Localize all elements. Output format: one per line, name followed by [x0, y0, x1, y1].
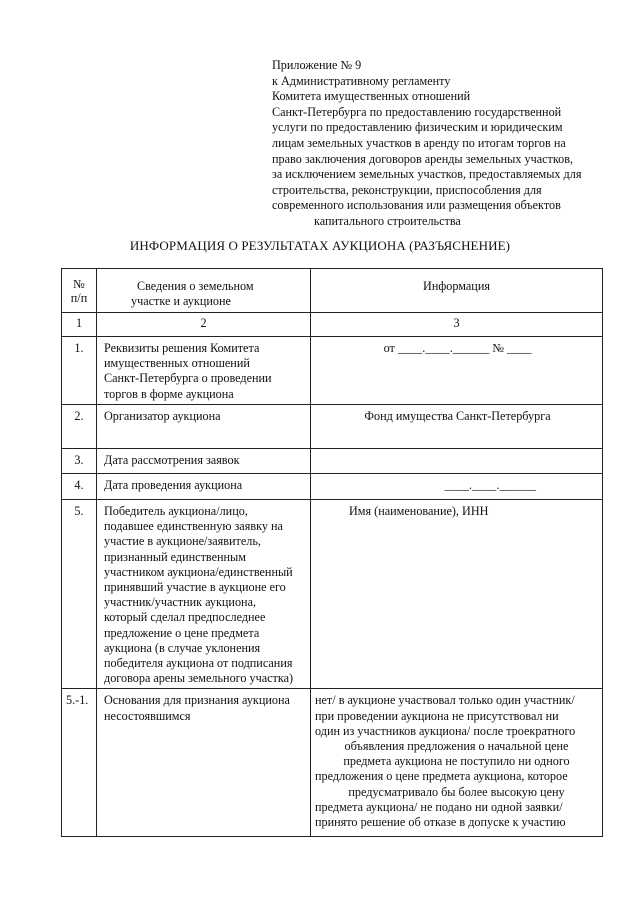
row-description [97, 405, 311, 449]
description-line: участник/участник аукциона, [104, 595, 257, 610]
row-number: 5. [62, 500, 97, 689]
table-row [62, 474, 603, 500]
header-num-line: № [73, 277, 85, 291]
auction-results-table [61, 268, 603, 837]
row-number: 4. [62, 474, 97, 500]
reason-line: нет/ в аукционе участвовал только один участник/ [315, 693, 575, 708]
appendix-line: современного использования или размещения объектов [272, 198, 561, 213]
appendix-line: Санкт-Петербурга по предоставлению государственной [272, 104, 562, 119]
table-row [62, 405, 603, 449]
row-information [311, 405, 603, 449]
table-row [62, 500, 603, 689]
description-line: торгов в форме аукциона [104, 386, 234, 401]
appendix-line: строительства, реконструкции, приспособления для [272, 182, 542, 197]
row-number: 1. [62, 337, 97, 405]
appendix-line: за исключением земельных участков, предоставляемых для [272, 167, 582, 182]
table-row [62, 337, 603, 405]
description-line: Победитель аукциона/лицо, [104, 504, 248, 518]
row-description [97, 449, 311, 474]
description-line: договора арены земельного участка) [104, 671, 294, 686]
reason-line: предусматривало бы более высокую цену [348, 784, 565, 799]
row-number: 5.-1. [62, 689, 97, 837]
header-desc-cell [97, 269, 311, 313]
appendix-line: Комитета имущественных отношений [272, 89, 471, 104]
header-desc-line: участке и аукционе [131, 294, 231, 308]
index-cell: 3 [311, 313, 603, 337]
reason-line: объявления предложения о начальной цене [344, 739, 569, 754]
description-line: имущественных отношений [104, 356, 250, 371]
header-info-label: Информация [423, 279, 490, 293]
table-index-row [62, 313, 603, 337]
reason-line: принято решение об отказе в допуске к участию [315, 815, 566, 830]
reason-line: при проведении аукциона не присутствовал ни [315, 708, 559, 723]
row-description [97, 474, 311, 500]
reason-line: один из участников аукциона/ после троекратного [315, 723, 576, 738]
header-num-cell [62, 269, 97, 313]
description-line: который сделал предпоследнее [104, 610, 266, 625]
appendix-line: право заключения договоров аренды земельных участков, [272, 151, 574, 166]
description-line: предложение о цене предмета [104, 625, 260, 640]
header-info-cell [311, 269, 603, 313]
description-line: Дата проведения аукциона [104, 478, 243, 492]
description-line: участие в аукционе/заявитель, [104, 534, 261, 549]
description-line: Реквизиты решения Комитета [104, 341, 260, 355]
description-line: принявший участие в аукционе его [104, 580, 286, 595]
row-information [311, 337, 603, 405]
row-information [311, 500, 603, 689]
appendix-line: лицам земельных участков в аренду по итогам торгов на [272, 135, 566, 150]
description-line: Санкт-Петербурга о проведении [104, 371, 272, 386]
description-line: признанный единственным [104, 549, 246, 564]
description-line: победителя аукциона от подписания [104, 656, 293, 671]
reason-line: предмета аукциона не поступило ни одного [343, 754, 570, 769]
appendix-line: к Административному регламенту [272, 73, 451, 88]
appendix-block [272, 58, 612, 230]
description-line: аукциона (в случае уклонения [104, 640, 261, 655]
index-cell: 1 [62, 313, 97, 337]
table-row [62, 689, 603, 837]
reason-line: предложения о цене предмета аукциона, которое [315, 769, 568, 784]
reason-line: предмета аукциона/ не подано ни одной заявки/ [315, 799, 563, 814]
auction-date-field: ____.____.______ [444, 478, 536, 492]
appendix-line: капитального строительства [314, 213, 461, 228]
winner-name-inn-field: Имя (наименование), ИНН [349, 504, 489, 518]
row-number: 3. [62, 449, 97, 474]
description-line: несостоявшимся [104, 708, 191, 723]
index-cell: 2 [97, 313, 311, 337]
table-header-row [62, 269, 603, 313]
organizer-value: Фонд имущества Санкт-Петербурга [364, 409, 551, 423]
row-description [97, 500, 311, 689]
row-number: 2. [62, 405, 97, 449]
row-information [311, 474, 603, 500]
description-line: Основания для признания аукциона [104, 693, 290, 708]
row-information [311, 689, 603, 837]
row-description [97, 337, 311, 405]
appendix-line: услуги по предоставлению физическим и юридическим [272, 120, 563, 135]
description-line: Дата рассмотрения заявок [104, 453, 240, 467]
description-line: подавшее единственную заявку на [104, 519, 283, 534]
table-row [62, 449, 603, 474]
row-description [97, 689, 311, 837]
appendix-line: Приложение № 9 [272, 58, 362, 72]
header-desc-line: Сведения о земельном [137, 279, 254, 293]
document-title: ИНФОРМАЦИЯ О РЕЗУЛЬТАТАХ АУКЦИОНА (РАЗЪЯСНЕНИЕ) [129, 238, 511, 253]
description-line: Организатор аукциона [104, 409, 221, 423]
decision-date-number-field: от ____.____.______ № ____ [383, 341, 532, 355]
header-num-line: п/п [70, 291, 88, 305]
row-information [311, 449, 603, 474]
description-line: участником аукциона/единственный [104, 564, 293, 579]
